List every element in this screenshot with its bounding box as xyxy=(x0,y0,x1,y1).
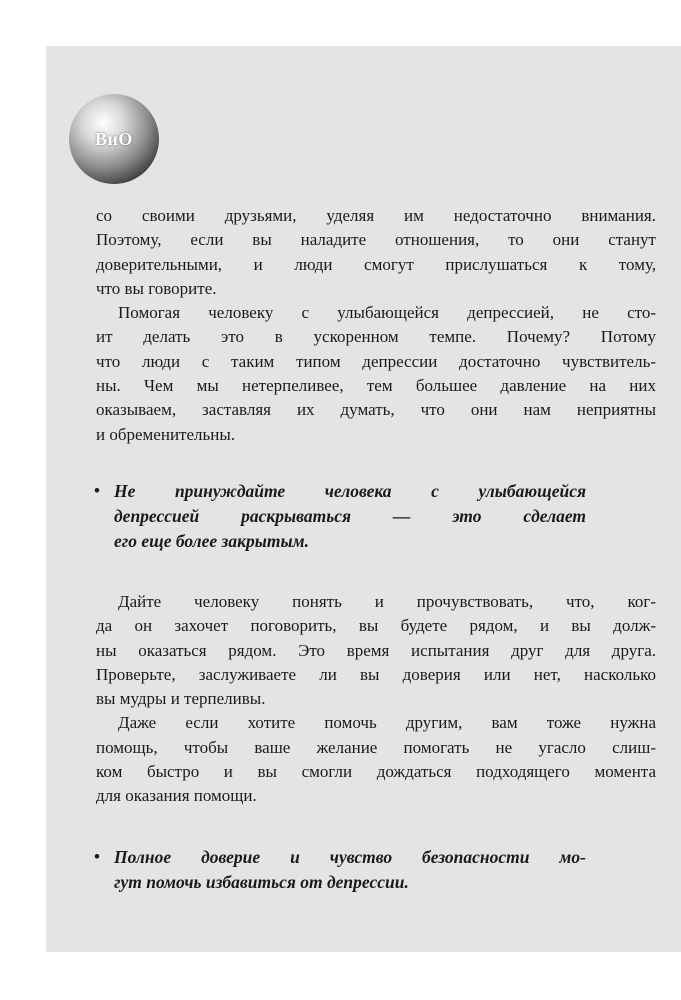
text-line: ны. Чем мы нетерпеливее, тем большее давление на них xyxy=(96,376,656,396)
bullet-line: депрессией раскрываться — это сделает xyxy=(114,505,586,526)
text-line: Поэтому, если вы наладите отношения, то они станут xyxy=(96,230,656,250)
text-line: для оказания помощи. xyxy=(96,786,257,806)
text-line: да он захочет поговорить, вы будете рядом, и вы долж- xyxy=(96,616,656,636)
text-line: доверительными, и люди смогут прислушаться к тому, xyxy=(96,254,656,274)
text-line: что люди с таким типом депрессии достаточно чувствитель- xyxy=(96,351,656,371)
bullet-icon: • xyxy=(94,480,100,500)
bullet-line: Не принуждайте человека с улыбающейся xyxy=(114,480,586,501)
text-line: со своими друзьями, уделяя им недостаточно внимания. xyxy=(96,206,656,225)
paragraph xyxy=(96,204,656,301)
bullet-point xyxy=(94,845,586,895)
text-line: и обременительны. xyxy=(96,424,236,444)
paragraph xyxy=(96,711,656,808)
text-line: вы мудры и терпеливы. xyxy=(96,689,266,709)
bullet-line: его еще более закрытым. xyxy=(114,530,310,551)
bullet-line: Полное доверие и чувство безопасности мо- xyxy=(114,846,586,867)
text-line: ком быстро и вы смогли дождаться подходящего момента xyxy=(96,762,656,782)
text-line: Помогая человеку с улыбающейся депрессией, не сто- xyxy=(118,303,656,323)
text-line: что вы говорите. xyxy=(96,278,217,298)
paragraph xyxy=(96,590,656,711)
bullet-point xyxy=(94,479,586,554)
text-line: ны оказаться рядом. Это время испытания друг для друга. xyxy=(96,640,656,660)
text-line: помощь, чтобы ваше желание помогать не угасло слиш- xyxy=(96,737,656,757)
body-text xyxy=(96,204,656,895)
text-line: Дайте человеку понять и прочувствовать, что, ког- xyxy=(118,591,656,611)
text-line: Проверьте, заслуживаете ли вы доверия или нет, насколько xyxy=(96,664,656,684)
bullet-icon: • xyxy=(94,846,100,866)
bullet-line: гут помочь избавиться от депрессии. xyxy=(114,871,409,892)
chapter-badge xyxy=(69,94,159,184)
text-line: Даже если хотите помочь другим, вам тоже нужна xyxy=(118,713,656,733)
badge-label: ВиО xyxy=(95,128,133,149)
text-line: оказываем, заставляя их думать, что они нам неприятны xyxy=(96,400,656,420)
page xyxy=(46,46,681,952)
paragraph xyxy=(96,301,656,447)
text-line: ит делать это в ускоренном темпе. Почему? Потому xyxy=(96,327,656,347)
